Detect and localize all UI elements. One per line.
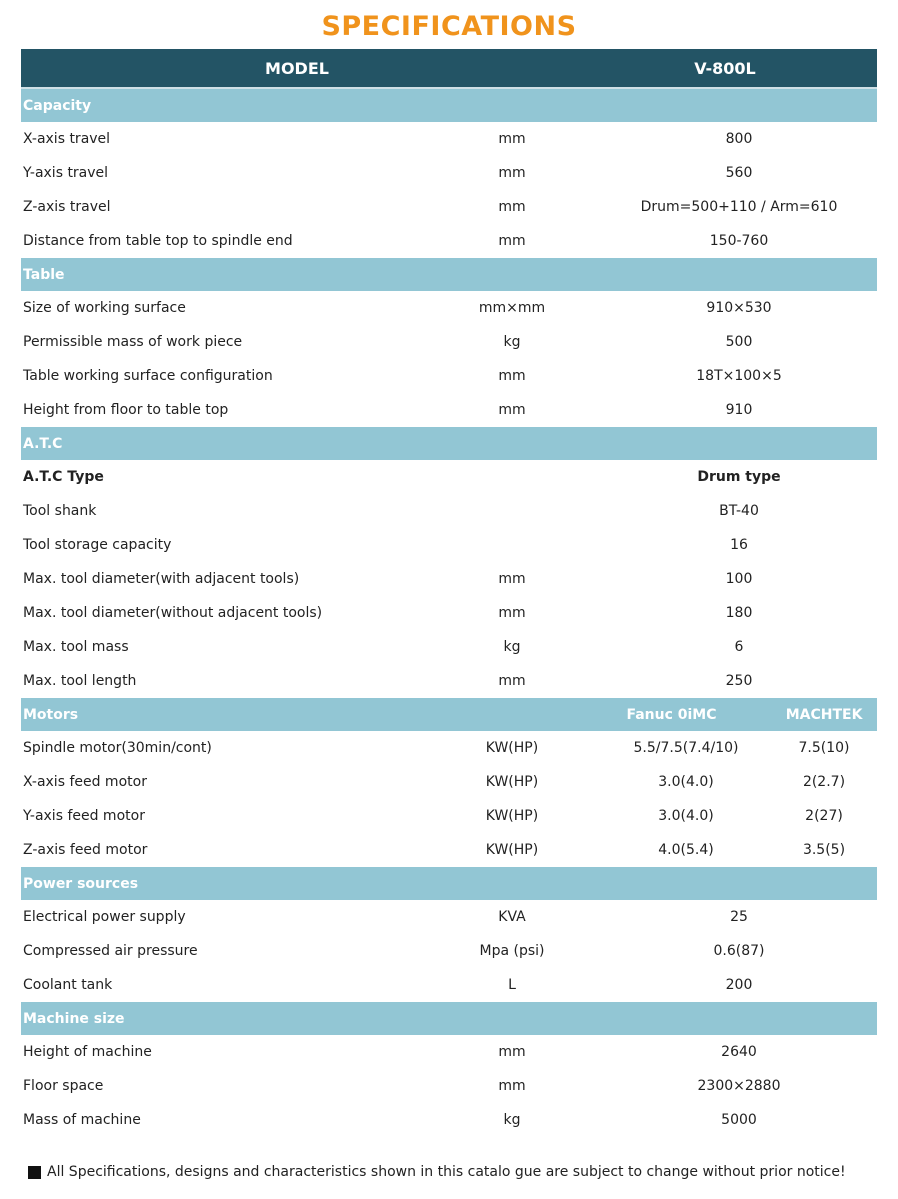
disclaimer-note [28, 1164, 846, 1180]
section-header [21, 89, 877, 122]
spec-label: Coolant tank [23, 977, 113, 993]
spec-value: Drum type [697, 469, 781, 485]
section-title: Table [23, 266, 65, 283]
disclaimer-text: All Specifications, designs and characteristics shown in this catalo gue are subject to change without prior notice! [47, 1164, 846, 1180]
fanuc-value: 4.0(5.4) [658, 842, 714, 858]
spec-unit: mm [498, 1044, 526, 1060]
machtek-value: 3.5(5) [802, 842, 846, 858]
fanuc-value: 3.0(4.0) [658, 774, 714, 790]
section-title: A.T.C [23, 435, 63, 452]
spec-label: Tool storage capacity [23, 537, 172, 553]
motors-section [21, 698, 877, 867]
spec-row [21, 900, 877, 934]
spec-label: Y-axis feed motor [23, 808, 145, 824]
spec-unit: mm [498, 233, 526, 249]
motor-col-fanuc: Fanuc 0iMC [626, 706, 717, 723]
spec-unit: mm [498, 199, 526, 215]
spec-value: 18T×100×5 [696, 368, 782, 384]
spec-value: 200 [725, 977, 753, 993]
section-header [21, 258, 877, 291]
spec-row [21, 393, 877, 427]
spec-unit: mm [498, 402, 526, 418]
spec-value: 800 [725, 131, 753, 147]
spec-label: Mass of machine [23, 1112, 141, 1128]
spec-value: 100 [725, 571, 753, 587]
model-label: MODEL [265, 58, 329, 78]
spec-unit: mm×mm [478, 300, 546, 316]
spec-unit: mm [498, 1078, 526, 1094]
fanuc-value: 3.0(4.0) [658, 808, 714, 824]
spec-unit: mm [498, 165, 526, 181]
spec-row [21, 460, 877, 494]
spec-sections-a [21, 89, 877, 698]
spec-value: 0.6(87) [713, 943, 765, 959]
spec-row [21, 190, 877, 224]
section-header [21, 1002, 877, 1035]
spec-unit: KW(HP) [485, 774, 539, 790]
section-header [21, 698, 877, 731]
spec-value: 180 [725, 605, 753, 621]
spec-label: Floor space [23, 1078, 104, 1094]
spec-value: 560 [725, 165, 753, 181]
spec-row [21, 156, 877, 190]
spec-label: Height from floor to table top [23, 402, 229, 418]
spec-value: 6 [734, 639, 744, 655]
machtek-value: 7.5(10) [798, 740, 850, 756]
spec-label: Electrical power supply [23, 909, 186, 925]
spec-value: 5000 [721, 1112, 757, 1128]
model-value: V-800L [694, 58, 756, 78]
motor-col-machtek: MACHTEK [785, 706, 863, 723]
spec-table [21, 49, 877, 1137]
section-title: Motors [23, 706, 79, 723]
spec-label: Z-axis travel [23, 199, 111, 215]
spec-row [21, 968, 877, 1002]
square-bullet-icon [28, 1166, 41, 1179]
spec-value: 25 [730, 909, 748, 925]
spec-row [21, 359, 877, 393]
spec-row [21, 1069, 877, 1103]
spec-label: Max. tool length [23, 673, 137, 689]
model-header-row [21, 49, 877, 89]
machtek-value: 2(2.7) [802, 774, 846, 790]
spec-unit: mm [498, 571, 526, 587]
spec-value: 2640 [721, 1044, 757, 1060]
spec-value: 150-760 [709, 233, 769, 249]
spec-label: A.T.C Type [23, 469, 104, 485]
spec-value: 2300×2880 [697, 1078, 781, 1094]
spec-row [21, 596, 877, 630]
spec-label: Y-axis travel [23, 165, 109, 181]
motor-row [21, 799, 877, 833]
spec-unit: kg [503, 639, 521, 655]
spec-label: X-axis feed motor [23, 774, 147, 790]
spec-unit: mm [498, 605, 526, 621]
motor-row [21, 833, 877, 867]
spec-row [21, 630, 877, 664]
spec-unit: mm [498, 131, 526, 147]
motor-row [21, 765, 877, 799]
spec-unit: kg [503, 1112, 521, 1128]
spec-label: Table working surface configuration [23, 368, 273, 384]
spec-unit: KW(HP) [485, 740, 539, 756]
spec-row [21, 291, 877, 325]
spec-unit: Mpa (psi) [479, 943, 545, 959]
spec-label: Max. tool diameter(without adjacent tools) [23, 605, 323, 621]
section-header [21, 427, 877, 460]
spec-row [21, 122, 877, 156]
spec-value: 500 [725, 334, 753, 350]
page-title: SPECIFICATIONS [321, 11, 577, 42]
spec-label: Permissible mass of work piece [23, 334, 243, 350]
spec-value: 250 [725, 673, 753, 689]
spec-label: Spindle motor(30min/cont) [23, 740, 212, 756]
spec-label: Distance from table top to spindle end [23, 233, 293, 249]
spec-row [21, 494, 877, 528]
spec-label: Max. tool diameter(with adjacent tools) [23, 571, 300, 587]
spec-value: BT-40 [719, 503, 759, 519]
section-header [21, 867, 877, 900]
spec-label: Height of machine [23, 1044, 152, 1060]
spec-unit: L [508, 977, 516, 993]
section-title: Machine size [23, 1010, 125, 1027]
spec-unit: mm [498, 673, 526, 689]
spec-row [21, 934, 877, 968]
fanuc-value: 5.5/7.5(7.4/10) [633, 740, 739, 756]
spec-label: X-axis travel [23, 131, 111, 147]
spec-value: Drum=500+110 / Arm=610 [640, 199, 838, 215]
spec-label: Max. tool mass [23, 639, 129, 655]
spec-row [21, 1035, 877, 1069]
spec-row [21, 1103, 877, 1137]
spec-unit: KW(HP) [485, 842, 539, 858]
spec-row [21, 664, 877, 698]
spec-unit: KW(HP) [485, 808, 539, 824]
spec-label: Z-axis feed motor [23, 842, 148, 858]
spec-value: 910 [725, 402, 753, 418]
spec-row [21, 562, 877, 596]
spec-unit: mm [498, 368, 526, 384]
spec-label: Tool shank [23, 503, 97, 519]
section-title: Power sources [23, 875, 139, 892]
spec-row [21, 325, 877, 359]
spec-value: 910×530 [706, 300, 772, 316]
section-title: Capacity [23, 97, 92, 114]
machtek-value: 2(27) [805, 808, 843, 824]
motor-row [21, 731, 877, 765]
spec-unit: KVA [498, 909, 526, 925]
spec-label: Compressed air pressure [23, 943, 198, 959]
spec-label: Size of working surface [23, 300, 186, 316]
spec-row [21, 528, 877, 562]
spec-unit: kg [503, 334, 521, 350]
spec-sections-b [21, 867, 877, 1137]
spec-row [21, 224, 877, 258]
spec-value: 16 [730, 537, 748, 553]
